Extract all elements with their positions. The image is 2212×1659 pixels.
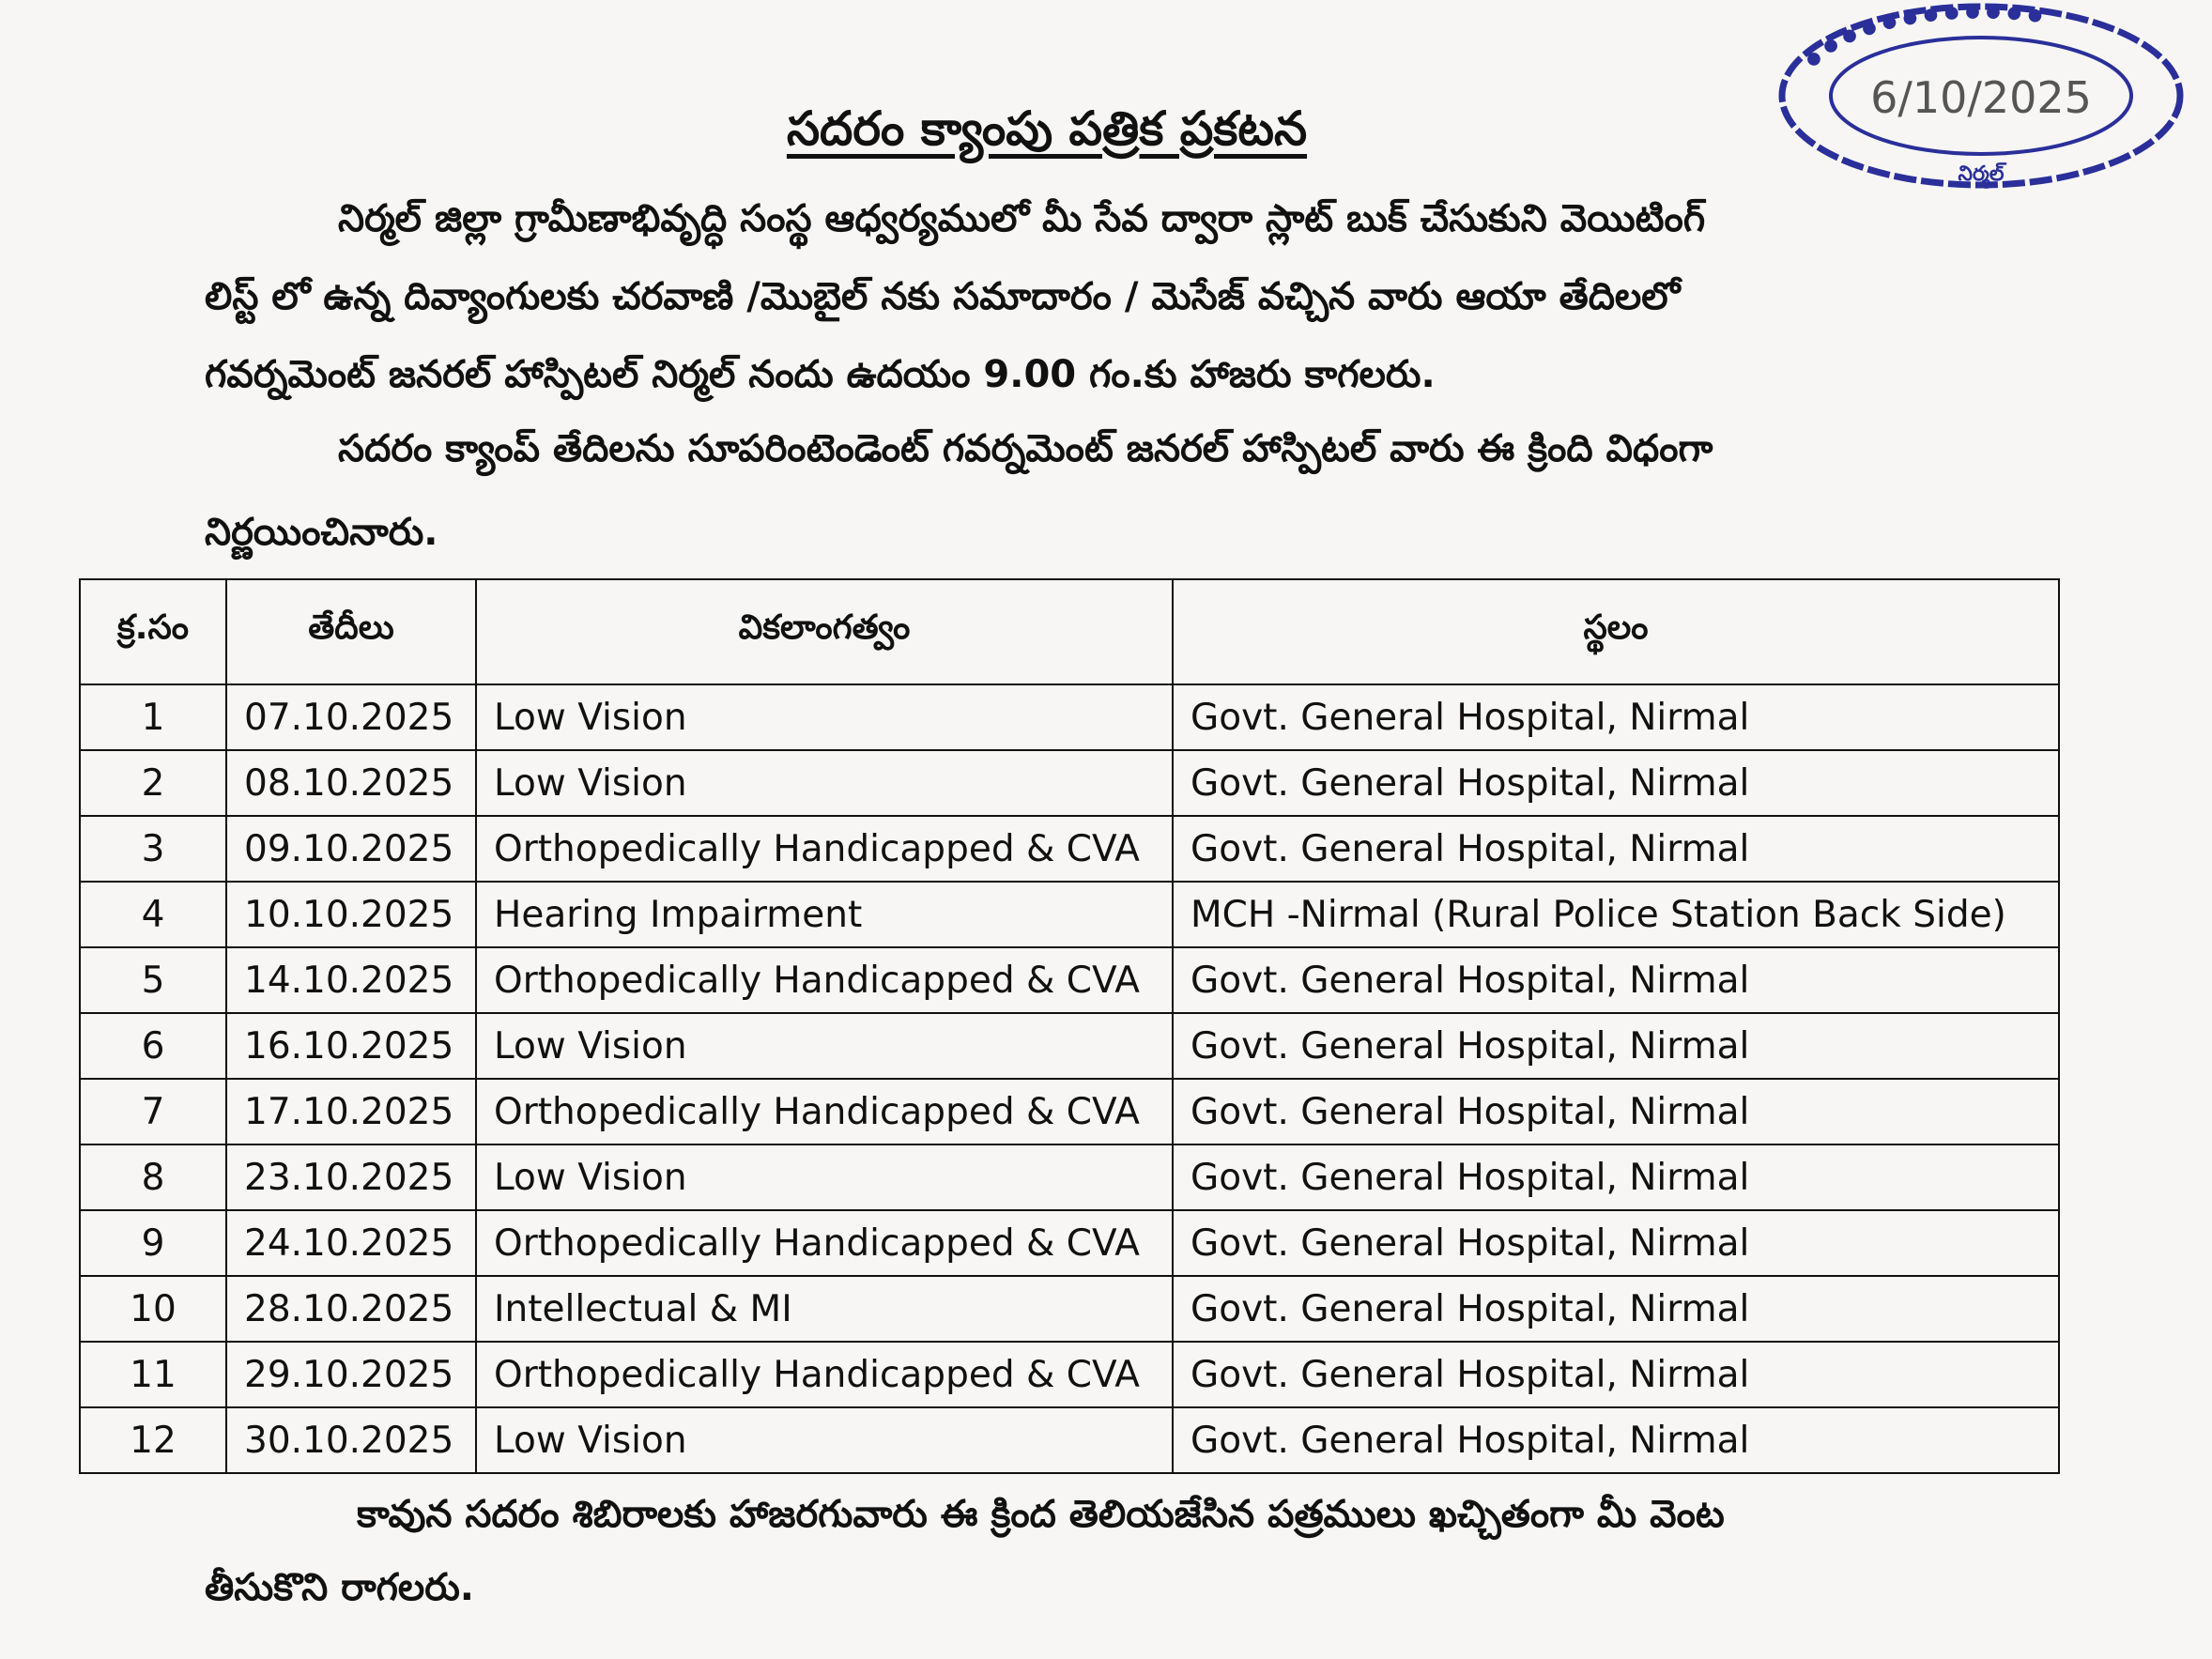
serial-cell: 10 bbox=[80, 1276, 226, 1342]
disability-cell: Low Vision bbox=[476, 750, 1173, 816]
venue-cell: Govt. General Hospital, Nirmal bbox=[1173, 750, 2059, 816]
disability-cell: Orthopedically Handicapped & CVA bbox=[476, 1210, 1173, 1276]
table-row bbox=[80, 1342, 2059, 1407]
table-header-row bbox=[80, 579, 2059, 684]
disability-cell: Low Vision bbox=[476, 1144, 1173, 1210]
disability-cell: Low Vision bbox=[476, 1013, 1173, 1079]
date-cell: 28.10.2025 bbox=[226, 1276, 476, 1342]
date-cell: 09.10.2025 bbox=[226, 816, 476, 882]
date-cell: 16.10.2025 bbox=[226, 1013, 476, 1079]
venue-cell: Govt. General Hospital, Nirmal bbox=[1173, 1276, 2059, 1342]
stamp-ring-dots: ● ● ● ● ● ● ● ● ● ● ● ● bbox=[1801, 2, 2044, 71]
disability-cell: Orthopedically Handicapped & CVA bbox=[476, 1342, 1173, 1407]
serial-cell: 9 bbox=[80, 1210, 226, 1276]
office-stamp bbox=[1774, 2, 2188, 190]
intro-line: లిస్ట్ లో ఉన్న దివ్యాంగులకు చరవాణి /మొబైల్ నకు సమాదారం / మెసేజ్ వచ్చిన వారు ఆయా తేదిలలో bbox=[205, 275, 1681, 318]
date-cell: 08.10.2025 bbox=[226, 750, 476, 816]
date-cell: 24.10.2025 bbox=[226, 1210, 476, 1276]
intro-line: నిర్మల్ జిల్లా గ్రామీణాభివృద్ధి సంస్థ ఆధ్వర్యములో మీ సేవ ద్వారా స్లాట్ బుక్ చేసుకుని వెయిటింగ్ bbox=[338, 197, 1706, 240]
intro-line: నిర్ణయించినారు. bbox=[205, 511, 438, 554]
disability-cell: Orthopedically Handicapped & CVA bbox=[476, 1079, 1173, 1144]
venue-cell: Govt. General Hospital, Nirmal bbox=[1173, 947, 2059, 1013]
header-serial: క్ర.సం bbox=[80, 579, 226, 684]
venue-cell: Govt. General Hospital, Nirmal bbox=[1173, 816, 2059, 882]
table-row bbox=[80, 684, 2059, 750]
stamp-ring-text: నిర్మల్ bbox=[1958, 162, 2005, 186]
table-row bbox=[80, 750, 2059, 816]
disability-cell: Orthopedically Handicapped & CVA bbox=[476, 947, 1173, 1013]
serial-cell: 12 bbox=[80, 1407, 226, 1473]
venue-cell: Govt. General Hospital, Nirmal bbox=[1173, 1079, 2059, 1144]
venue-cell: Govt. General Hospital, Nirmal bbox=[1173, 684, 2059, 750]
serial-cell: 11 bbox=[80, 1342, 226, 1407]
date-cell: 17.10.2025 bbox=[226, 1079, 476, 1144]
serial-cell: 2 bbox=[80, 750, 226, 816]
table-row bbox=[80, 947, 2059, 1013]
date-cell: 07.10.2025 bbox=[226, 684, 476, 750]
serial-cell: 1 bbox=[80, 684, 226, 750]
venue-cell: Govt. General Hospital, Nirmal bbox=[1173, 1144, 2059, 1210]
table-row bbox=[80, 1210, 2059, 1276]
venue-cell: Govt. General Hospital, Nirmal bbox=[1173, 1342, 2059, 1407]
table-row bbox=[80, 1013, 2059, 1079]
date-cell: 14.10.2025 bbox=[226, 947, 476, 1013]
table-row bbox=[80, 1407, 2059, 1473]
table-row bbox=[80, 1276, 2059, 1342]
date-cell: 30.10.2025 bbox=[226, 1407, 476, 1473]
closing-line: తీసుకొని రాగలరు. bbox=[205, 1566, 475, 1609]
serial-cell: 7 bbox=[80, 1079, 226, 1144]
table-row bbox=[80, 1079, 2059, 1144]
disability-cell: Hearing Impairment bbox=[476, 882, 1173, 947]
serial-cell: 3 bbox=[80, 816, 226, 882]
disability-cell: Low Vision bbox=[476, 684, 1173, 750]
serial-cell: 6 bbox=[80, 1013, 226, 1079]
venue-cell: Govt. General Hospital, Nirmal bbox=[1173, 1013, 2059, 1079]
table-row bbox=[80, 1144, 2059, 1210]
table-row bbox=[80, 816, 2059, 882]
intro-line: సదరం క్యాంప్ తేదిలను సూపరింటెండెంట్ గవర్నమెంట్ జనరల్ హాస్పిటల్ వారు ఈ క్రింది విధంగా bbox=[338, 427, 1713, 470]
venue-cell: MCH -Nirmal (Rural Police Station Back Side) bbox=[1173, 882, 2059, 947]
disability-cell: Orthopedically Handicapped & CVA bbox=[476, 816, 1173, 882]
date-cell: 23.10.2025 bbox=[226, 1144, 476, 1210]
closing-line: కావున సదరం శిబిరాలకు హాజరగువారు ఈ క్రింద తెలియజేసిన పత్రములు ఖచ్చితంగా మీ వెంట bbox=[357, 1493, 1725, 1536]
date-cell: 29.10.2025 bbox=[226, 1342, 476, 1407]
disability-cell: Intellectual & MI bbox=[476, 1276, 1173, 1342]
handwritten-date: 6/10/2025 bbox=[1870, 72, 2092, 123]
intro-line: గవర్నమెంట్ జనరల్ హాస్పిటల్ నిర్మల్ నందు ఉదయం 9.00 గం.కు హాజరు కాగలరు. bbox=[205, 353, 1436, 396]
header-venue: స్థలం bbox=[1173, 579, 2059, 684]
header-disability: వికలాంగత్వం bbox=[476, 579, 1173, 684]
serial-cell: 4 bbox=[80, 882, 226, 947]
header-dates: తేదీలు bbox=[226, 579, 476, 684]
document-title: సదరం క్యాంపు పత్రిక ప్రకటన bbox=[786, 101, 1308, 156]
venue-cell: Govt. General Hospital, Nirmal bbox=[1173, 1210, 2059, 1276]
date-cell: 10.10.2025 bbox=[226, 882, 476, 947]
table-row bbox=[80, 882, 2059, 947]
serial-cell: 5 bbox=[80, 947, 226, 1013]
serial-cell: 8 bbox=[80, 1144, 226, 1210]
venue-cell: Govt. General Hospital, Nirmal bbox=[1173, 1407, 2059, 1473]
camp-schedule-table bbox=[79, 578, 2060, 1474]
disability-cell: Low Vision bbox=[476, 1407, 1173, 1473]
